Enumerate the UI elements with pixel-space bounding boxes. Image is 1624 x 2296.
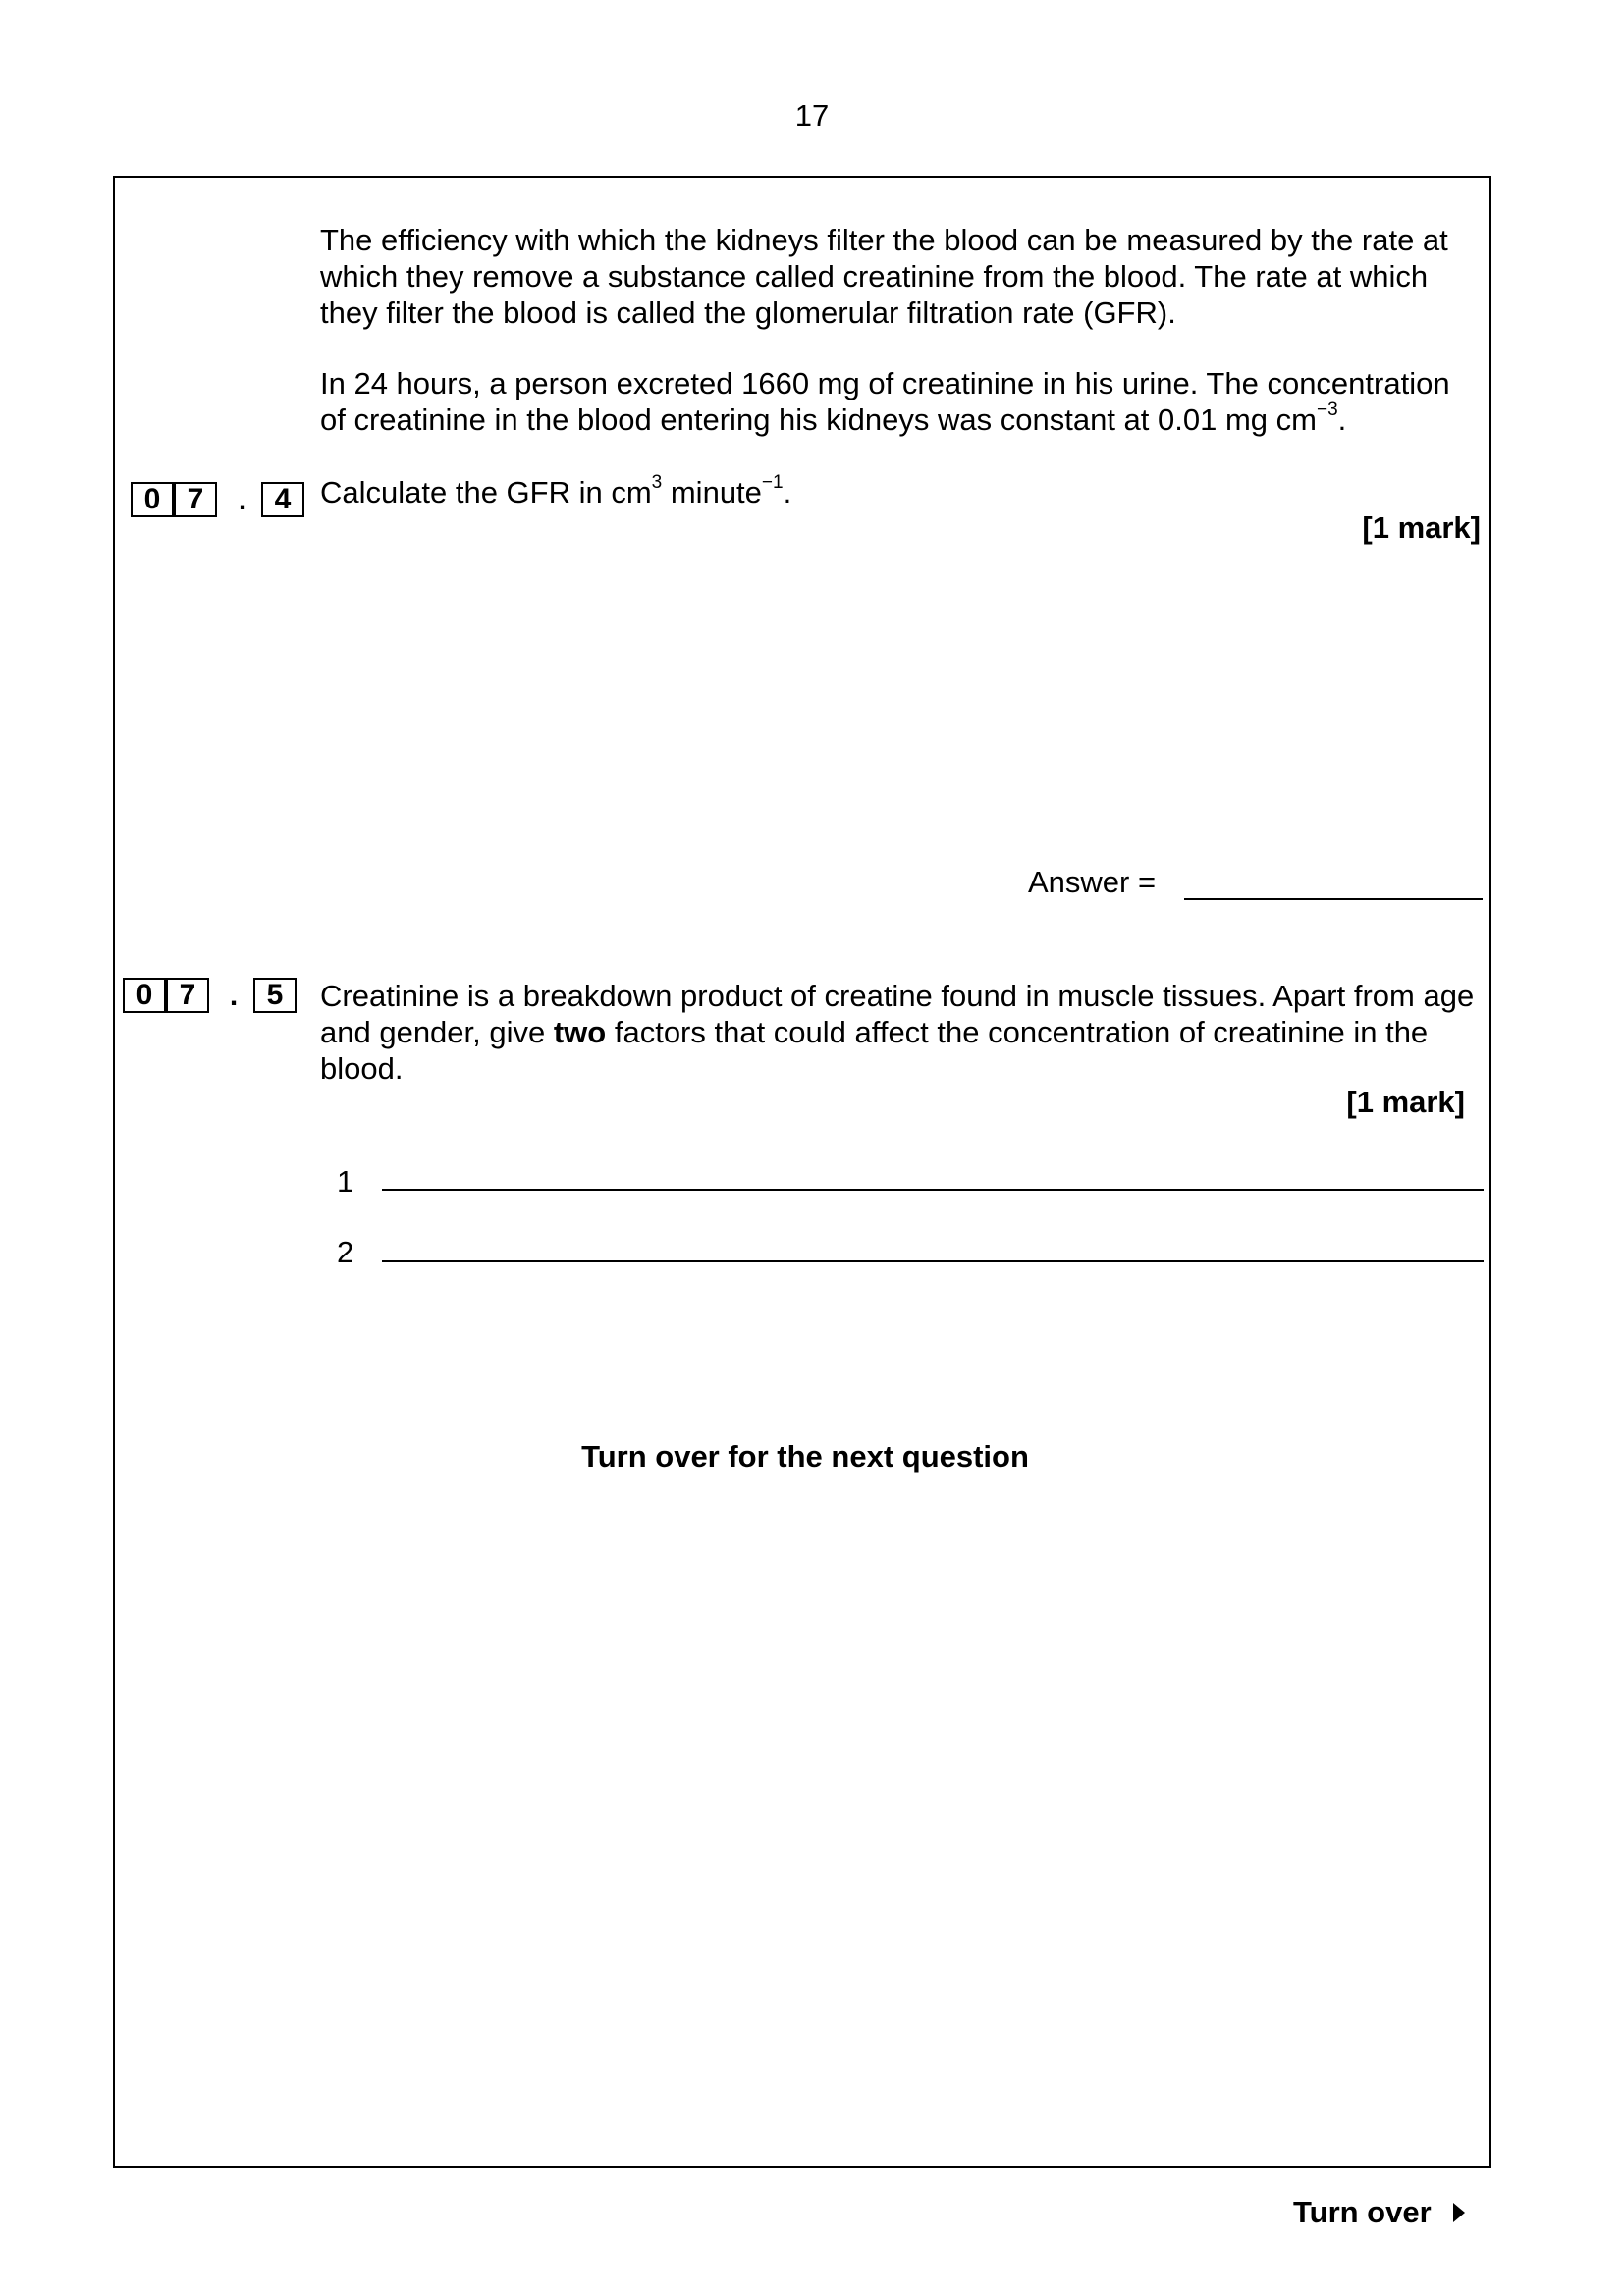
q074-number-dot: . — [238, 484, 247, 516]
q075-number-dot: . — [229, 980, 239, 1012]
q075-digit-box-1: 0 — [123, 978, 166, 1013]
intro-paragraph-1: The efficiency with which the kidneys filter the blood can be measured by the rate at which they remove a substance called creatinine from the blood. The rate at which they filter the blood is called the glomerular filtration rate (GFR). — [320, 223, 1448, 330]
q075-text-bold: two — [553, 1015, 607, 1049]
intro-paragraph-2-text: In 24 hours, a person excreted 1660 mg of creatinine in his urine. The concentration of creatinine in the blood entering his kidneys was constant at 0.01 mg cm — [320, 366, 1450, 437]
intro-paragraph-2 — [320, 365, 1479, 438]
q075-digit-box-3: 5 — [253, 978, 297, 1013]
q074-marks: [1 mark] — [1362, 510, 1481, 545]
q075-text-end: factors that could affect the concentration of creatinine in the blood. — [320, 1015, 1429, 1086]
q074-digit-box-2: 7 — [174, 482, 217, 517]
q075-answer-line-2[interactable] — [382, 1260, 1484, 1262]
q074-digit-box-1: 0 — [131, 482, 174, 517]
q074-answer-line[interactable] — [1184, 898, 1483, 900]
q075-answer-line-1[interactable] — [382, 1189, 1484, 1191]
page-number: 17 — [794, 98, 830, 133]
q075-line-label-1: 1 — [337, 1164, 354, 1199]
q074-text-start: Calculate the GFR in cm — [320, 475, 652, 509]
q074-text-middle: minute — [662, 475, 762, 509]
triangle-right-icon — [1453, 2203, 1465, 2222]
q074-text-end: . — [783, 475, 792, 509]
intro-paragraph-2-superscript: −3 — [1316, 399, 1338, 420]
q074-answer-label: Answer = — [1028, 865, 1157, 899]
q074-question-text — [320, 471, 1498, 510]
next-question-notice: Turn over for the next question — [581, 1439, 1029, 1473]
turn-over-label: Turn over — [1293, 2195, 1432, 2229]
q075-text-start: Creatinine is a breakdown product of creatine found in muscle tissues. Apart from age and gender, give — [320, 979, 1475, 1049]
q074-superscript-2: −1 — [761, 471, 784, 493]
q075-digit-box-2: 7 — [166, 978, 209, 1013]
intro-paragraph-2-end: . — [1337, 402, 1347, 437]
q074-digit-box-3: 4 — [261, 482, 304, 517]
q074-superscript-1: 3 — [651, 471, 663, 493]
q075-line-label-2: 2 — [337, 1235, 354, 1269]
q075-marks: [1 mark] — [1346, 1085, 1465, 1119]
q075-question-text — [320, 978, 1479, 1087]
